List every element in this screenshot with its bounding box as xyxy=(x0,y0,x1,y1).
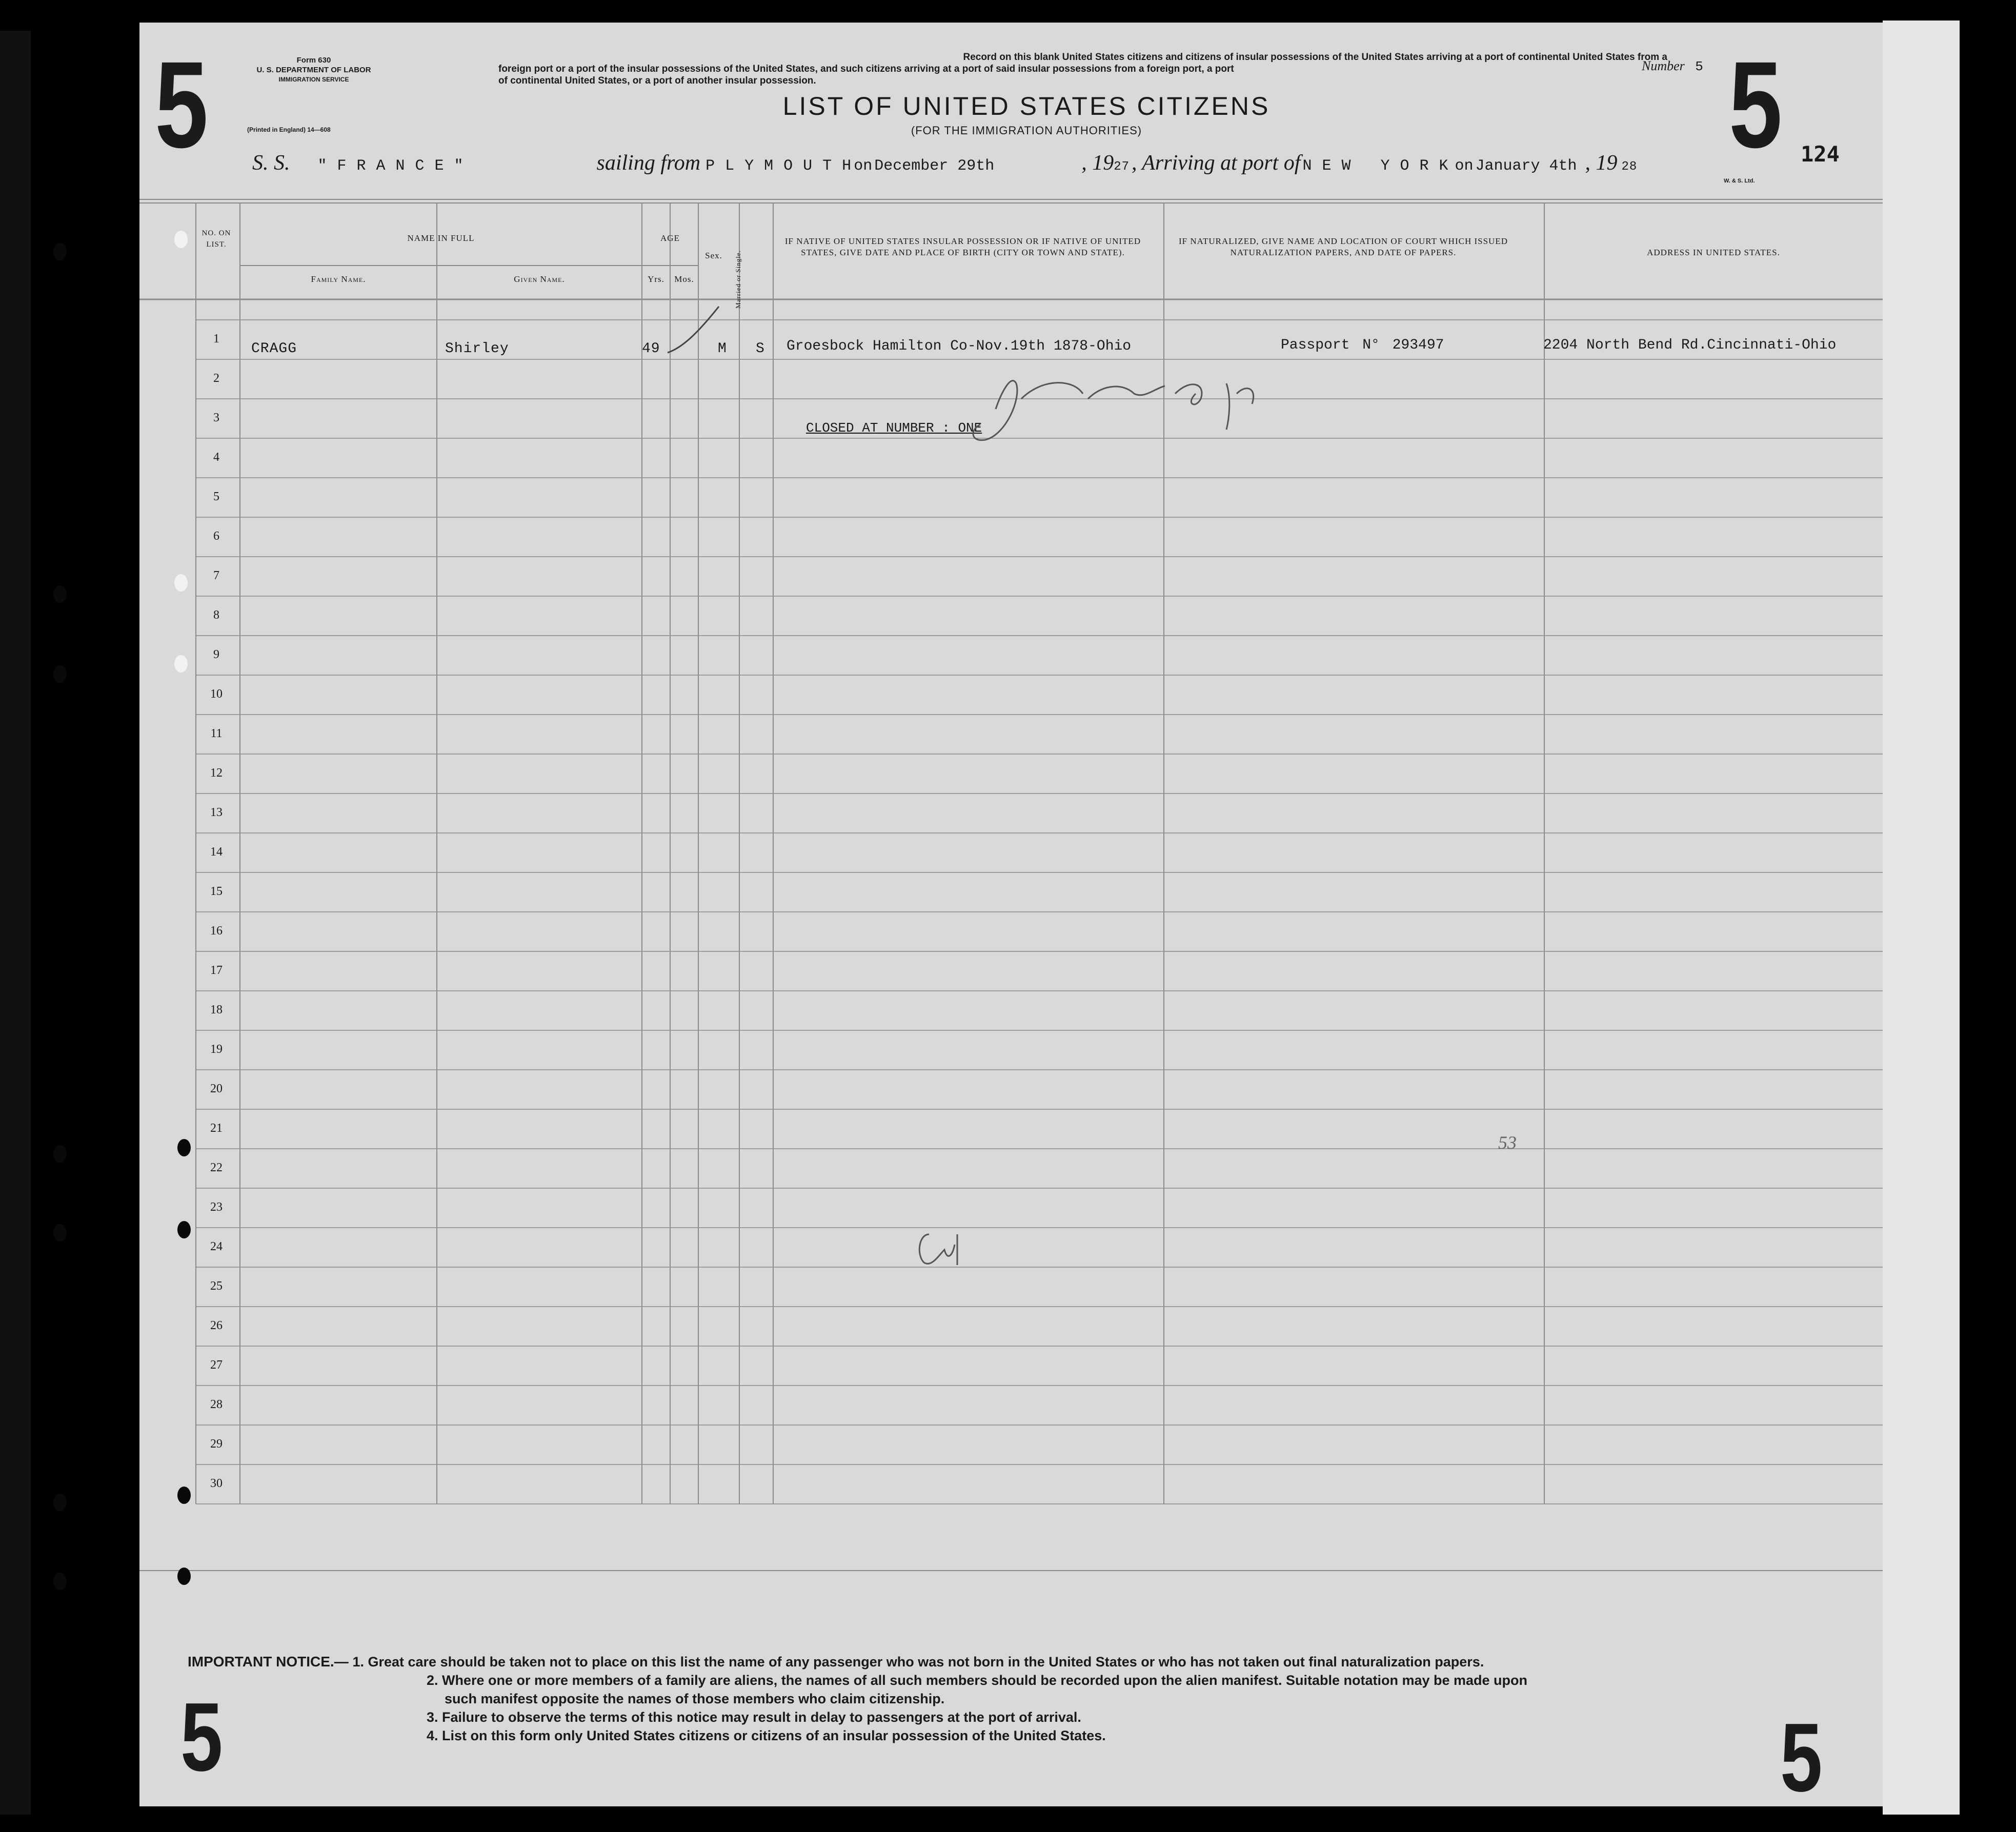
entry-sex: M xyxy=(718,341,727,357)
row-number: 6 xyxy=(213,530,219,543)
notice-item-2: 2. Where one or more members of a family are aliens, the names of all such members should be recorded upon the alien manifest. Suitable notation may be made upon xyxy=(427,1673,1528,1688)
sheet-number-top-right: 5 xyxy=(1729,36,1783,173)
departure-port: P L Y M O U T H xyxy=(705,157,852,175)
preamble-line-1: Record on this blank United States citizens and citizens of insular possessions of the United States arriving at a port of continental United States from a xyxy=(963,52,1667,63)
notice-item-2b: such manifest opposite the names of those members who claim citizenship. xyxy=(445,1691,945,1706)
inspector-signature xyxy=(939,363,1267,450)
header-sex: Sex. xyxy=(705,251,722,260)
row-number: 5 xyxy=(213,490,219,503)
row-number: 20 xyxy=(210,1082,223,1095)
on-label-1: on xyxy=(854,157,873,175)
printer-mark: W. & S. Ltd. xyxy=(1724,178,1755,184)
entry-age-years: 49 xyxy=(642,341,660,357)
sailing-label: sailing from xyxy=(596,151,701,175)
row-number: 23 xyxy=(210,1200,223,1214)
header-mos: Mos. xyxy=(674,274,694,284)
binder-hole xyxy=(177,1139,191,1156)
number-value: 5 xyxy=(1695,59,1703,74)
service-name: IMMIGRATION SERVICE xyxy=(278,76,349,83)
row-number: 13 xyxy=(210,806,223,819)
preamble xyxy=(498,51,1667,87)
year-prefix-2: , 19 xyxy=(1585,151,1618,175)
binder-hole xyxy=(53,243,67,260)
binder-hole xyxy=(174,231,188,248)
entry-family-name: CRAGG xyxy=(251,341,297,357)
form-number: Form 630 xyxy=(296,56,331,65)
on-label-2: on xyxy=(1455,157,1474,175)
preamble-line-3: of continental United States, or a port of another insular possession. xyxy=(498,75,816,86)
arrival-date: January 4th xyxy=(1475,157,1577,175)
notice-item-3: 3. Failure to observe the terms of this notice may result in delay to passengers at the port of arrival. xyxy=(427,1709,1081,1725)
header-yrs: Yrs. xyxy=(648,274,664,284)
binder-hole xyxy=(177,1487,191,1504)
closed-at-number-note: CLOSED AT NUMBER : ONE xyxy=(806,420,982,436)
sheet-number-bottom-right: 5 xyxy=(1780,1703,1823,1812)
scan-edge-left xyxy=(0,31,31,1815)
form-subtitle: (FOR THE IMMIGRATION AUTHORITIES) xyxy=(911,124,1142,137)
number-label: Number xyxy=(1642,58,1685,73)
scan-edge-right xyxy=(1883,21,1960,1815)
header-name-in-full: NAME IN FULL xyxy=(407,233,475,243)
preamble-line-2: foreign port or a port of the insular possessions of the United States, and such citizens arriving at a port of said insular possessions from a foreign port, a port xyxy=(498,64,1234,74)
binder-hole xyxy=(53,1573,67,1590)
row-number: 27 xyxy=(210,1358,223,1372)
binder-hole xyxy=(177,1568,191,1585)
header-age: AGE xyxy=(660,233,680,243)
header-given-name: Given Name. xyxy=(514,274,565,284)
row-number: 14 xyxy=(210,845,223,859)
ship-name: " F R A N C E " xyxy=(317,157,464,175)
binder-hole xyxy=(177,1221,191,1238)
header-address: ADDRESS IN UNITED STATES. xyxy=(1647,248,1780,257)
initials-mark xyxy=(909,1214,970,1280)
margin-mark-53: 53 xyxy=(1498,1132,1517,1153)
year-prefix-1: , 19 xyxy=(1081,151,1114,175)
voyage-line xyxy=(252,151,1816,187)
binder-hole xyxy=(53,1494,67,1511)
row-number: 2 xyxy=(213,372,219,385)
row-number: 11 xyxy=(210,727,223,740)
department-name: U. S. DEPARTMENT OF LABOR xyxy=(256,66,371,74)
row-number: 25 xyxy=(210,1279,223,1293)
binder-hole xyxy=(53,665,67,683)
header-native: IF NATIVE OF UNITED STATES INSULAR POSSESSION OR IF NATIVE OF UNITED STATES, GIVE DATE AND PLACE OF BIRTH (CITY OR TOWN AND STATE). xyxy=(784,236,1141,257)
ss-label: S. S. xyxy=(252,151,290,175)
notice-item-1: 1. Great care should be taken not to place on this list the name of any passenger who was not born in the United States or who has not taken out final naturalization papers. xyxy=(352,1654,1484,1670)
row-number: 17 xyxy=(210,964,223,977)
row-number: 12 xyxy=(210,766,223,780)
notice-item-4: 4. List on this form only United States citizens or citizens of an insular possession of the United States. xyxy=(427,1728,1106,1743)
binder-hole xyxy=(53,1224,67,1241)
important-notice xyxy=(186,1653,1878,1745)
check-mark xyxy=(662,301,724,363)
number-field xyxy=(1642,58,1703,74)
row-number: 29 xyxy=(210,1437,223,1451)
row-number: 30 xyxy=(210,1477,223,1490)
row-number: 22 xyxy=(210,1161,223,1174)
row-number: 16 xyxy=(210,924,223,938)
form-title: LIST OF UNITED STATES CITIZENS xyxy=(782,92,1271,120)
arriving-label: , Arriving at port of xyxy=(1132,151,1301,175)
sheet-number-bottom-left: 5 xyxy=(180,1683,223,1792)
entry-address: 2204 North Bend Rd.Cincinnati-Ohio xyxy=(1543,337,1837,353)
row-number: 24 xyxy=(210,1240,223,1253)
row-number: 8 xyxy=(213,608,219,622)
row-number: 15 xyxy=(210,885,223,898)
page-stamp: 124 xyxy=(1801,141,1840,167)
row-number: 19 xyxy=(210,1043,223,1056)
binder-hole xyxy=(174,655,188,673)
row-number: 3 xyxy=(213,411,219,424)
row-number: 28 xyxy=(210,1398,223,1411)
binder-hole xyxy=(53,585,67,603)
header-naturalized: IF NATURALIZED, GIVE NAME AND LOCATION OF COURT WHICH ISSUED NATURALIZATION PAPERS, AND DATE OF PAPERS. xyxy=(1178,236,1508,257)
departure-date: December 29th xyxy=(874,157,995,175)
arrival-year: 28 xyxy=(1621,160,1638,174)
header-married-single: Married or Single. xyxy=(734,250,742,309)
sheet-number-top-left: 5 xyxy=(155,36,209,173)
row-number: 7 xyxy=(213,569,219,582)
form-block xyxy=(247,55,380,85)
entry-naturalization: Passport N° 293497 xyxy=(1281,337,1444,353)
departure-year: 27 xyxy=(1114,160,1130,174)
row-number: 10 xyxy=(210,687,223,701)
notice-heading: IMPORTANT NOTICE.— xyxy=(188,1654,349,1670)
row-number: 21 xyxy=(210,1122,223,1135)
row-number: 1 xyxy=(213,332,219,345)
entry-marital-status: S xyxy=(756,341,765,357)
entry-given-name: Shirley xyxy=(445,341,509,357)
binder-hole xyxy=(53,1145,67,1163)
row-number: 18 xyxy=(210,1003,223,1016)
document-page xyxy=(139,23,1883,1812)
arrival-port: N E W Y O R K xyxy=(1302,157,1449,175)
manifest-table xyxy=(139,199,1883,1614)
printed-note: (Printed in England) 14—608 xyxy=(247,126,331,133)
header-no-on-list: NO. ON LIST. xyxy=(201,229,231,249)
entry-birth: Groesbock Hamilton Co-Nov.19th 1878-Ohio xyxy=(787,338,1132,354)
header-family-name: Family Name. xyxy=(311,274,366,284)
row-number: 4 xyxy=(213,451,219,464)
binder-hole xyxy=(174,574,188,592)
row-number: 26 xyxy=(210,1319,223,1332)
row-number: 9 xyxy=(213,648,219,661)
